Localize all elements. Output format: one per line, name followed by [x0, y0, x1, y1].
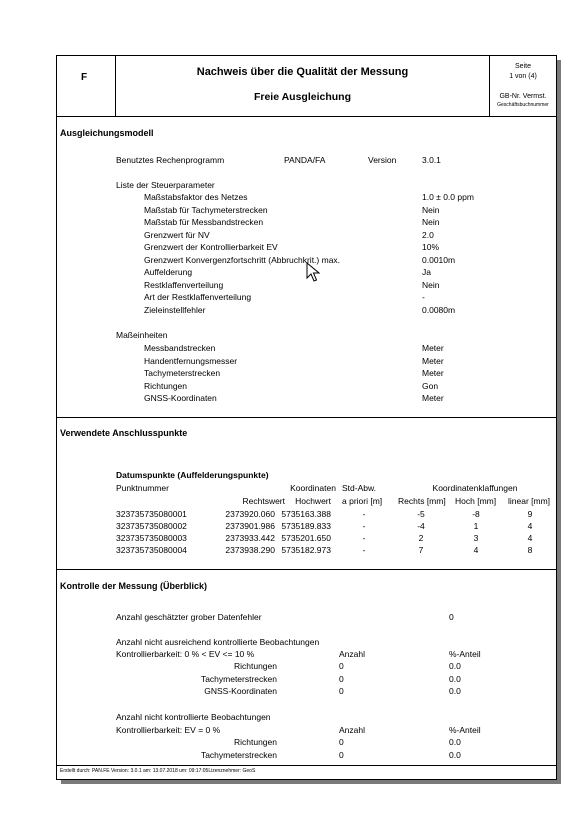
page-shadow-bottom — [61, 780, 561, 784]
point-klaff-rechts: 7 — [418, 545, 424, 555]
unit-label: GNSS-Koordinaten — [144, 393, 217, 403]
point-number: 323735735080004 — [116, 545, 187, 555]
observation-anzahl: 0 — [339, 686, 344, 696]
point-std: - — [362, 521, 366, 531]
param-label: Auffelderung — [144, 267, 193, 277]
gb-number-sublabel: Geschäftsbuchnummer — [497, 102, 549, 108]
form-letter: F — [81, 72, 88, 83]
point-klaff-rechts: -5 — [417, 509, 425, 519]
param-label: Grenzwert der Kontrollierbarkeit EV — [144, 242, 278, 252]
observation-anteil: 0.0 — [449, 686, 461, 696]
point-number: 323735735080003 — [116, 533, 187, 543]
page-shadow-right — [557, 60, 561, 784]
param-label: Maßstabsfaktor des Netzes — [144, 192, 248, 202]
section-heading-model: Ausgleichungsmodell — [60, 128, 154, 138]
param-value: Nein — [422, 204, 440, 215]
block2-subtitle: Kontrollierbarkeit: EV = 0 % — [116, 725, 221, 735]
param-value: 10% — [422, 242, 440, 252]
unit-label: Messbandstrecken — [144, 343, 216, 353]
point-number: 323735735080002 — [116, 521, 187, 531]
col-std-abw: Std-Abw. — [342, 483, 377, 493]
point-klaff-linear: 8 — [527, 545, 533, 555]
param-value: 2.0 — [422, 229, 434, 240]
units-heading: Maßeinheiten — [116, 330, 168, 340]
param-label: Grenzwert Konvergenzfortschritt (Abbruchkrit.) max. — [144, 254, 341, 265]
point-number: 323735735080001 — [116, 509, 187, 519]
point-hochwert: 5735182.973 — [281, 545, 331, 555]
section-heading-control: Kontrolle der Messung (Überblick) — [60, 581, 208, 591]
section-divider — [57, 417, 556, 418]
col-punktnummer: Punktnummer — [116, 483, 169, 493]
observation-anteil: 0.0 — [449, 673, 461, 684]
page-label: Seite — [515, 63, 531, 70]
point-klaff-linear: 9 — [527, 509, 533, 519]
params-heading: Liste der Steuerparameter — [116, 180, 215, 190]
document-page — [56, 55, 557, 780]
point-rechtswert: 2373901.986 — [225, 521, 275, 531]
unit-value: Meter — [422, 343, 444, 353]
observation-anzahl: 0 — [339, 661, 344, 671]
param-label: Art der Restklaffenverteilung — [144, 292, 252, 302]
section-heading-points: Verwendete Anschlusspunkte — [60, 428, 188, 438]
point-klaff-hoch: 1 — [473, 521, 479, 531]
mouse-cursor-icon — [306, 262, 320, 282]
col-hochwert: Hochwert — [295, 496, 331, 506]
param-label: Zieleinstellfehler — [144, 304, 206, 315]
unit-value: Gon — [422, 380, 439, 391]
point-klaff-rechts: -4 — [417, 521, 425, 531]
col-klaffungen: Koordinatenklaffungen — [432, 483, 518, 493]
col-klaff-rechts: Rechts [mm] — [398, 496, 446, 506]
gross-errors-value: 0 — [449, 612, 454, 622]
point-klaff-hoch: 4 — [473, 545, 479, 555]
block2-col-anteil: %-Anteil — [449, 725, 481, 735]
page-number: 1 von (4) — [509, 73, 537, 80]
point-klaff-linear: 4 — [527, 533, 533, 543]
param-value: 0.0080m — [422, 304, 456, 315]
gross-errors-label: Anzahl geschätzter grober Datenfehler — [116, 612, 262, 622]
observation-type: GNSS-Koordinaten — [204, 686, 277, 696]
point-hochwert: 5735189.833 — [281, 521, 331, 531]
program-value: PANDA/FA — [284, 155, 326, 165]
observation-anteil: 0.0 — [449, 749, 461, 760]
version-label: Version — [368, 155, 397, 165]
point-std: - — [362, 545, 366, 555]
observation-type: Richtungen — [233, 661, 277, 671]
param-label: Restklaffenverteilung — [144, 279, 224, 290]
col-koordinaten: Koordinaten — [290, 483, 336, 493]
param-value: Ja — [422, 267, 431, 277]
point-klaff-hoch: -8 — [472, 509, 480, 519]
param-value: 1.0 ± 0.0 ppm — [422, 192, 474, 202]
block1-col-anzahl: Anzahl — [339, 649, 365, 659]
gb-number-label: GB-Nr. Vermst. — [499, 93, 547, 100]
document-header — [57, 56, 556, 117]
version-value: 3.0.1 — [422, 155, 441, 165]
footer-divider — [57, 765, 556, 766]
observation-type: Tachymeterstrecken — [200, 749, 277, 760]
point-klaff-rechts: 2 — [418, 533, 424, 543]
observation-anzahl: 0 — [339, 673, 344, 684]
param-label: Maßstab für Messbandstrecken — [144, 217, 264, 227]
observation-type: Richtungen — [233, 737, 277, 747]
document-title: Nachweis über die Qualität der Messung — [196, 66, 409, 78]
point-klaff-linear: 4 — [527, 521, 533, 531]
block2-col-anzahl: Anzahl — [339, 725, 365, 735]
block1-col-anteil: %-Anteil — [449, 649, 481, 659]
observation-anzahl: 0 — [339, 749, 344, 760]
observation-anteil: 0.0 — [449, 661, 461, 671]
program-label: Benutztes Rechenprogramm — [116, 155, 225, 165]
observation-anzahl: 0 — [339, 737, 344, 747]
col-rechtswert: Rechtswert — [242, 496, 285, 506]
unit-label: Richtungen — [144, 380, 188, 391]
point-rechtswert: 2373938.290 — [225, 545, 275, 555]
document-subtitle: Freie Ausgleichung — [253, 91, 352, 103]
param-value: Nein — [422, 217, 440, 227]
point-klaff-hoch: 3 — [473, 533, 479, 543]
param-label: Maßstab für Tachymeterstrecken — [144, 204, 268, 215]
unit-label: Handentfernungsmesser — [144, 355, 238, 366]
col-klaff-hoch: Hoch [mm] — [455, 496, 497, 506]
block2-title: Anzahl nicht kontrollierte Beobachtungen — [116, 712, 271, 722]
point-rechtswert: 2373933.442 — [225, 533, 275, 543]
point-hochwert: 5735201.650 — [281, 533, 331, 543]
observation-anteil: 0.0 — [449, 737, 461, 747]
point-rechtswert: 2373920.060 — [225, 509, 275, 519]
observation-type: Tachymeterstrecken — [200, 673, 277, 684]
footer-text: Erstellt durch: PAN.FE Version: 3.0.1 am: 13.07.2018 um: 09:17:05Lizenznehmer: GeoS — [60, 768, 256, 774]
param-value: - — [422, 292, 425, 302]
block1-subtitle: Kontrollierbarkeit: 0 % < EV <= 10 % — [116, 649, 255, 659]
col-klaff-linear: linear [mm] — [508, 496, 551, 506]
point-hochwert: 5735163.388 — [281, 509, 331, 519]
point-std: - — [362, 509, 366, 519]
section-divider — [57, 569, 556, 570]
point-std: - — [362, 533, 366, 543]
param-label: Grenzwert für NV — [144, 229, 210, 240]
param-value: Nein — [422, 279, 440, 290]
param-value: 0.0010m — [422, 254, 456, 265]
datum-points-heading: Datumspunkte (Auffelderungspunkte) — [116, 470, 269, 480]
col-std-apriori: a priori [m] — [342, 496, 383, 506]
block1-title: Anzahl nicht ausreichend kontrollierte Beobachtungen — [116, 637, 320, 647]
unit-value: Meter — [422, 393, 444, 403]
unit-label: Tachymeterstrecken — [144, 368, 221, 378]
unit-value: Meter — [422, 368, 444, 378]
unit-value: Meter — [422, 355, 444, 366]
